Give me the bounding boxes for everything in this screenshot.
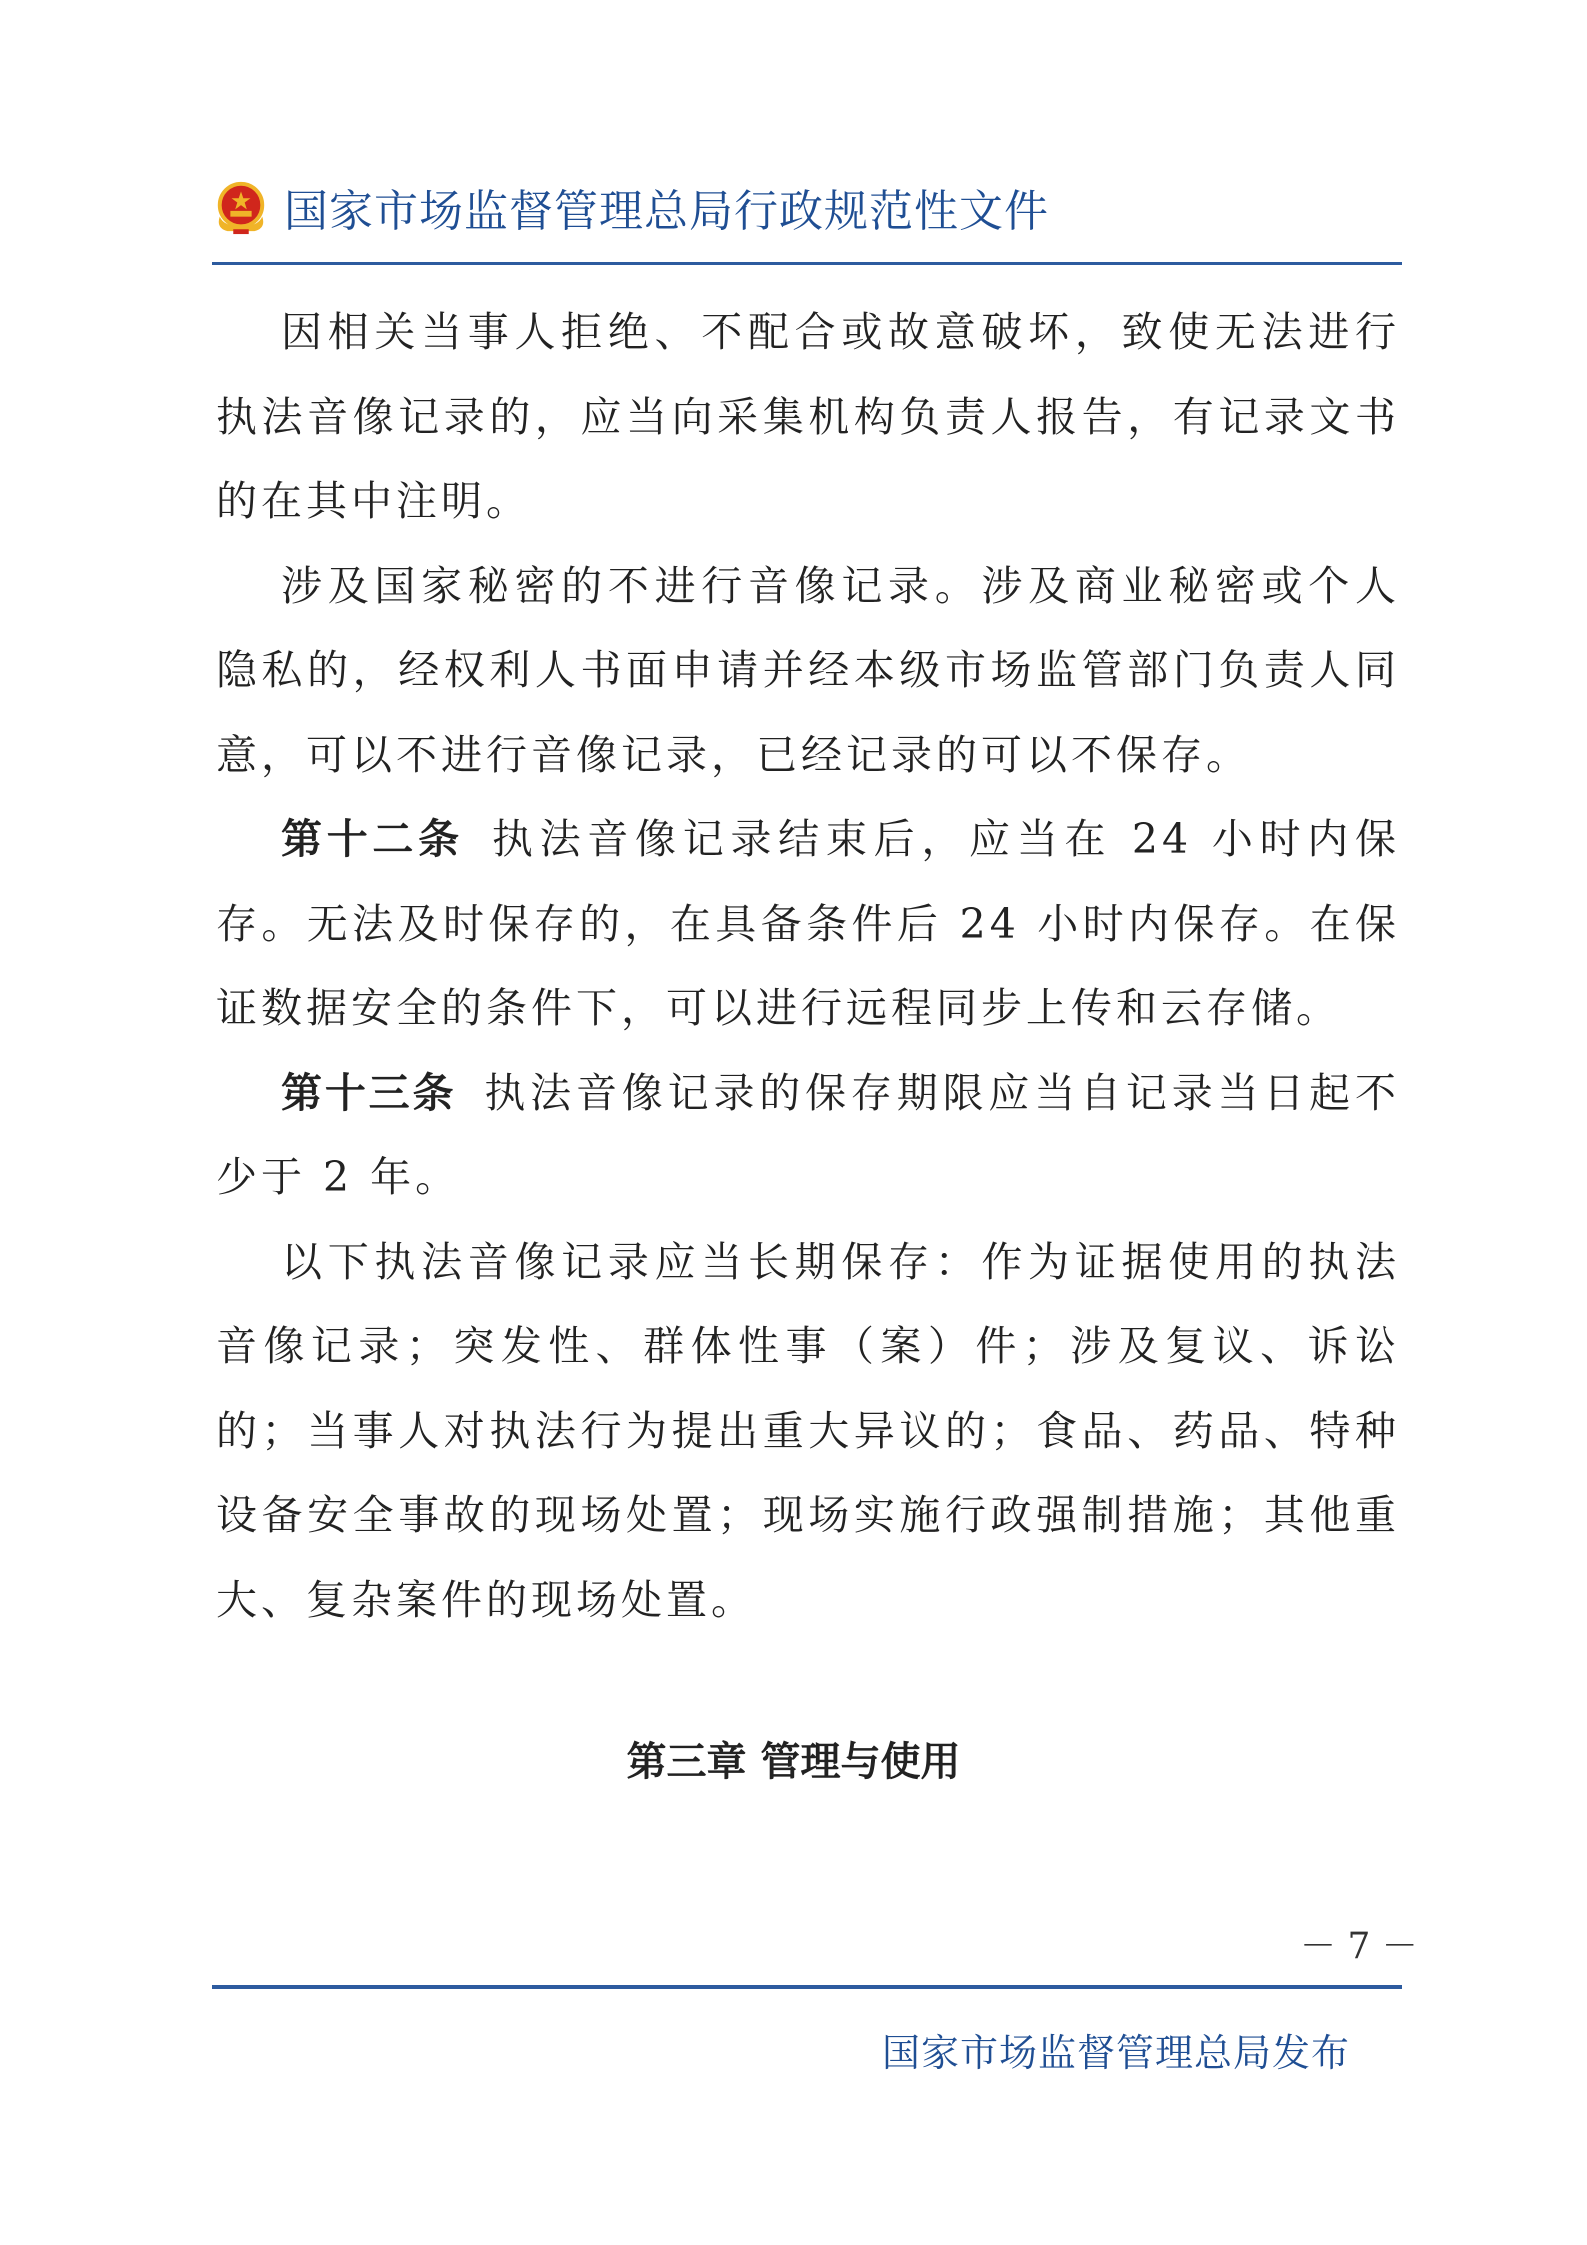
page-number: － 7 － (1300, 1926, 1418, 1967)
paragraph-text: 执法音像记录结束后，应当在 24 小时内保存。无法及时保存的，在具备条件后 24 小时内保存。在保证数据安全的条件下，可以进行远程同步上传和云存储。 (216, 815, 1400, 1032)
paragraph-text: 因相关当事人拒绝、不配合或故意破坏，致使无法进行执法音像记录的，应当向采集机构负责人报告，有记录文书的在其中注明。 (216, 308, 1400, 525)
publisher-name: 国家市场监督管理总局发布 (882, 2031, 1351, 2075)
document-body (216, 290, 1400, 1642)
paragraph (216, 1220, 1400, 1643)
header-divider (212, 262, 1402, 265)
paragraph-text: 涉及国家秘密的不进行音像记录。涉及商业秘密或个人隐私的，经权利人书面申请并经本级市场监管部门负责人同意，可以不进行音像记录，已经记录的可以不保存。 (216, 561, 1400, 779)
article-13 (216, 1051, 1400, 1220)
national-emblem-icon (212, 178, 270, 236)
paragraph (216, 544, 1400, 798)
document-header (212, 172, 1049, 242)
footer-divider (212, 1985, 1402, 1989)
paragraph-text: 以下执法音像记录应当长期保存：作为证据使用的执法音像记录；突发性、群体性事（案）件；涉及复议、诉讼的；当事人对执法行为提出重大异议的；食品、药品、特种设备安全事故的现场处置；现场实施行政强制措施；其他重大、复杂案件的现场处置。 (216, 1237, 1400, 1624)
paragraph (216, 290, 1400, 544)
paragraph-text: 执法音像记录的保存期限应当自记录当日起不少于 2 年。 (216, 1068, 1401, 1201)
chapter-heading: 第三章 管理与使用 (626, 1739, 961, 1785)
header-title: 国家市场监督管理总局行政规范性文件 (284, 186, 1049, 237)
article-number: 第十三条 (281, 1068, 457, 1117)
article-12 (216, 797, 1400, 1051)
article-number: 第十二条 (281, 815, 464, 863)
